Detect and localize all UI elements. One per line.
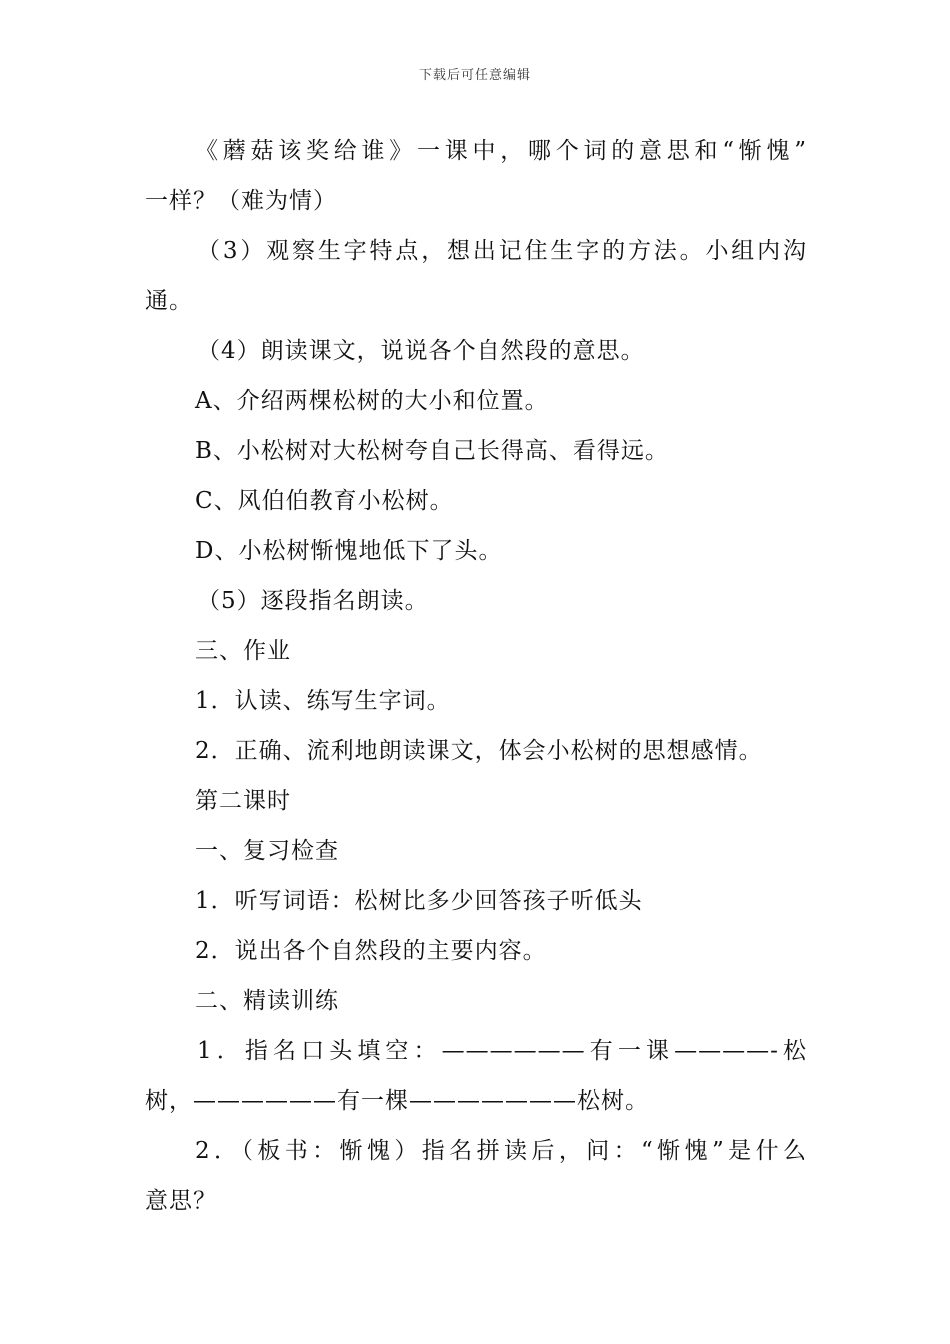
paragraph-line: （4）朗读课文，说说各个自然段的意思。 (197, 338, 645, 364)
paragraph-line: 通。 (145, 288, 193, 314)
paragraph-line: （5）逐段指名朗读。 (197, 588, 429, 614)
section-heading: 二、精读训练 (195, 988, 339, 1014)
list-item: 1．指名口头填空：——————有一课————-松 (197, 1038, 807, 1064)
list-item: D、小松树惭愧地低下了头。 (195, 538, 503, 564)
list-item: B、小松树对大松树夸自己长得高、看得远。 (195, 438, 669, 464)
list-item: C、风伯伯教育小松树。 (195, 488, 454, 514)
list-item: 2．正确、流利地朗读课文，体会小松树的思想感情。 (195, 738, 763, 764)
paragraph-line: （3）观察生字特点，想出记住生字的方法。小组内沟 (197, 238, 807, 264)
paragraph-line: 树，——————有一棵———————松树。 (145, 1088, 649, 1114)
paragraph-line: 一样？（难为情） (145, 188, 337, 214)
list-item: 1．听写词语：松树比多少回答孩子听低头 (195, 888, 643, 914)
section-heading: 一、复习检查 (195, 838, 339, 864)
section-heading: 三、作业 (195, 638, 291, 664)
paragraph-line: 《蘑菇该奖给谁》一课中，哪个词的意思和“惭愧” (195, 138, 807, 164)
paragraph-line: 意思？ (145, 1188, 217, 1214)
page-header: 下载后可任意编辑 (418, 68, 531, 83)
list-item: 2．说出各个自然段的主要内容。 (195, 938, 547, 964)
list-item: A、介绍两棵松树的大小和位置。 (195, 388, 549, 414)
list-item: 2．（板书：惭愧）指名拼读后，问：“惭愧”是什么 (195, 1138, 807, 1164)
document-body (145, 126, 807, 1226)
list-item: 1．认读、练写生字词。 (195, 688, 451, 714)
section-heading: 第二课时 (195, 788, 291, 814)
